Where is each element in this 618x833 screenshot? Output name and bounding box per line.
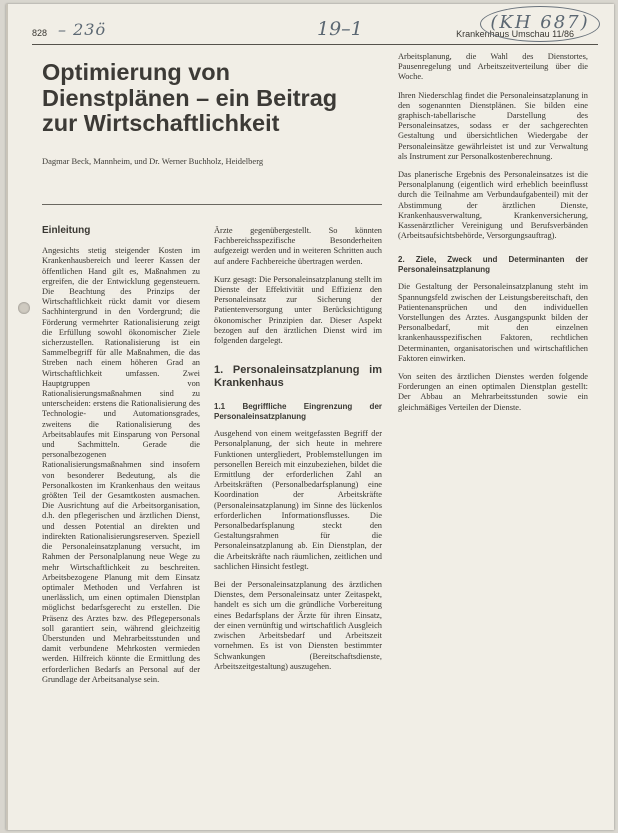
page-number: 828: [32, 28, 48, 38]
stamp-text: (KH 687): [490, 12, 590, 33]
paragraph: Von seiten des ärztlichen Dienstes werden folgende Forderungen an einen optimalen Dienstplan gestellt: Der Abbau an Mehrarbeitsstunden sowie ein gleichmäßiges Verteilen der Dienste.: [398, 372, 588, 412]
column-1: [42, 226, 200, 693]
article-title: Optimierung von Dienstplänen – ein Beitrag zur Wirtschaftlichkeit: [42, 59, 338, 136]
punch-hole: [18, 302, 30, 314]
paragraph: Bei der Personaleinsatzplanung des ärztlichen Dienstes, dem Personaleinsatz unter Zeitaspekt, handelt es sich um die gründliche Vorbereitung eines Bedarfsplans der Ärzte für ihren Einsatz, der einen vernünftig und wirtschaftlich Ausgleich zwischen Arbeitsbedarf und Arbeitszeit vornehmen. Es ist von Diensten bestimmter Schwankungen (Bereitschaftsdienste, Arbeitszeitgestaltung) auszugehen.: [214, 580, 382, 671]
paragraph: Angesichts stetig steigender Kosten im Krankenhausbereich und leerer Kassen der öffentlichen Hand gilt es, Maßnahmen zu ergreifen, die der Entwicklung gegensteuern. Die Beachtung des Prinzips der Wirtschaftlichkeit rückt damit vor diesem Sachhintergrund in den Vordergrund; die Förderung vermehrter Rationalisierung zeigt die Erfüllung sowohl ökonomischer Ziele sicherzustellen. Rationalisierung ist ein Sammelbegriff für alle Maßnahmen, die das Streben nach einem höheren Grad an Wirtschaftlichkeit umfassen. Zwei Hauptgruppen von Rationalisierungsmaßnahmen sind zu unterscheiden: erstens die Rationalisierung des Technologie- und Automationsgrades, zweitens die Rationalisierung des Arbeitsablaufes mit Einsparung von Personal und Sachmitteln. Gerade die personalbezogenen Rationalisierungsmaßnahmen sind insofern von besonderer Bedeutung, als die Personalkosten im Krankenhaus den weitaus größten Teil der Gesamtkosten ausmachen. Die Ausrichtung auf die Arbeitsorganisation, d.h. den pflegerischen und ärztlichen Dienst, und dessen Potential an direkten und indirekten Rationalisierungsreserven. Speziell die Personaleinsatzplanung versucht, im Rahmen der Personalplanung neue Wege zu mehr Wirtschaftlichkeit zu beschreiten. Arbeitsbezogene Planung mit dem Einsatz optimaler Methoden und Verfahren ist unerlässlich, um einen optimalen Dienstplan möglichst bedarfsgerecht zu erstellen. Die Präsenz des Arztes bzw. des Pflegepersonals soll garantiert sein, während gleichzeitig Überstunden und Mehrarbeitsstunden und damit verbundene Mehrkosten vermieden werden. Hilfreich könnte die Ermittlung des erforderlichen Bedarfs an Personal auf der Grundlage der Arbeitsanalyse sein.: [42, 246, 200, 684]
subsection-heading-1-1: 1.1 Begriffliche Eingrenzung der Personaleinsatzplanung: [214, 402, 382, 421]
column-2: [214, 226, 382, 680]
handwritten-annotation-mid: 19–1: [317, 18, 363, 40]
paragraph: Arbeitsplanung, die Wahl des Dienstortes, Pausenregelung und Arbeitszeitverteilung über die Woche.: [398, 52, 588, 82]
handwritten-annotation: – 23ö: [58, 20, 107, 39]
paragraph: Das planerische Ergebnis des Personaleinsatzes ist die Personalplanung (eigentlich wird erheblich beeinflusst durch die Teilnahme am Verbundaufgabenteil) mit der Abstimmung der ärztlichen Dienste, Krankenhausverwaltung, Krankenversicherung, Kassenärztlicher Vereinigung und Berufsverbänden (Arbeitsaufsichtsbehörde, Versorgungsauftrag).: [398, 170, 588, 241]
paragraph: Ihren Niederschlag findet die Personaleinsatzplanung in den sogenannten Dienstplänen. Sie bilden eine graphisch-tabellarische Darstellung des Personaleinsatzes, sodass er der sachgerechten Gestaltung und übersichtlichen Wiedergabe der Personaleinsätze gewährleistet ist und zur Verwaltung als Instrument zur Personalkostenberechnung.: [398, 90, 588, 161]
title-rule: [42, 204, 382, 205]
header-rule: [32, 44, 598, 45]
archive-stamp: [480, 6, 600, 42]
paragraph: Kurz gesagt: Die Personaleinsatzplanung stellt im Dienste der Effektivität und Effizienz den Personaleinsatz zur Sicherung der Patientenversorgung unter Berücksichtigung ökonomischer Prinzipien dar. Dieser Aspekt bezogen auf den ärztlichen Dienst wird im folgenden dargelegt.: [214, 274, 382, 346]
scanned-page: [6, 4, 614, 830]
section-heading-1: 1. Personaleinsatzplanung im Krankenhaus: [214, 364, 382, 390]
paragraph: Ausgehend von einem weitgefassten Begriff der Personalplanung, der sich heute in mehrere Funktionen untergliedert, Problemstellungen im personellen Bereich mit einzubeziehen, bildet die Ermittlung der erforderlichen Zahl an Arbeitskräften (Personalbedarfsplanung) eine Koordination der Arbeitskräfte (Personaleinsatzplanung) im Sinne des lückenlos erforderlichen Informationsflusses. Die Personalbedarfsplanung steckt den Gestaltungsrahmen für die Personaleinsatzplanung ab. Ein Dienstplan, der die Arbeitskräfte nach räumlichen, zeitlichen und sachlichen Hinsicht festlegt.: [214, 429, 382, 571]
paragraph: Ärzte gegenübergestellt. So könnten Fachbereichsspezifische Besonderheiten aufgezeigt werden und in weiteren Schritten auch auf andere Fachbereiche übertragen werden.: [214, 226, 382, 266]
article-authors: Dagmar Beck, Mannheim, und Dr. Werner Buchholz, Heidelberg: [42, 156, 264, 166]
section-heading-einleitung: Einleitung: [42, 225, 91, 236]
page-header: [32, 12, 602, 44]
column-3: [398, 52, 588, 421]
page-edge: [6, 4, 8, 830]
journal-name: Krankenhaus Umschau 11/86: [456, 29, 574, 39]
paragraph: Die Gestaltung der Personaleinsatzplanung steht im Spannungsfeld zwischen der Leistungsbereitschaft, den Patientenansprüchen und den individuellen Vorstellungen des Arztes. Ausgangspunkt bilden der Personalbedarf, mit den einzelnen krankenhausspezifischen Faktoren, rechtlichen Determinanten, organisatorischen und wirtschaftlichen Faktoren einwirken.: [398, 282, 588, 363]
section-heading-2: 2. Ziele, Zweck und Determinanten der Personaleinsatzplanung: [398, 255, 588, 274]
